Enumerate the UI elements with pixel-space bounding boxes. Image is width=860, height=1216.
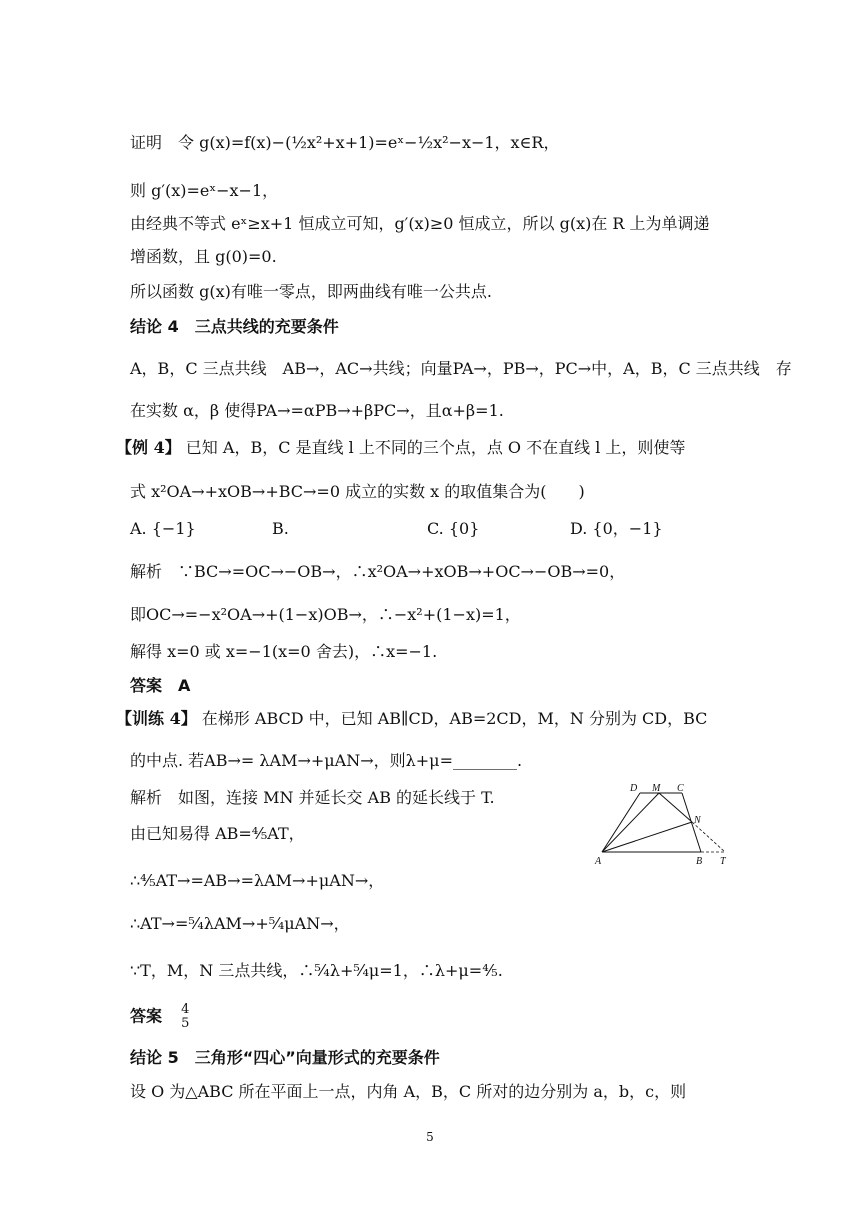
text-line: ∴⁴⁄₅AT→=AB→=λAM→+μAN→， bbox=[130, 871, 385, 890]
segment-an bbox=[602, 822, 692, 852]
example-4-line bbox=[116, 437, 685, 459]
label-d: D bbox=[630, 783, 638, 794]
text-line: 在实数 α，β 使得PA→=αPB→+βPC→，且α+β=1. bbox=[130, 401, 504, 420]
conclusion-4-heading: 结论 4 三点共线的充要条件 bbox=[130, 317, 339, 336]
text-line: 由已知易得 AB=⁴⁄₅AT， bbox=[130, 824, 305, 843]
solution-line: 解析 如图，连接 MN 并延长交 AB 的延长线于 T. bbox=[130, 788, 495, 807]
text-line: ∵T，M，N 三点共线，∴⁵⁄₄λ+⁵⁄₄μ=1，∴λ+μ=⁴⁄₅. bbox=[130, 961, 503, 980]
text-line: ∴AT→=⁵⁄₄λAM→+⁵⁄₄μAN→， bbox=[130, 914, 350, 933]
text-line: 所以函数 g(x)有唯一零点，即两曲线有唯一公共点. bbox=[130, 282, 492, 301]
example-4-text: 已知 A，B，C 是直线 l 上不同的三个点，点 O 不在直线 l 上，则使等 bbox=[180, 438, 686, 457]
proof-line: 证明 令 g(x)=f(x)−(½x²+x+1)=eˣ−½x²−x−1，x∈R， bbox=[130, 133, 560, 152]
text-line: 设 O 为△ABC 所在平面上一点，内角 A，B，C 所对的边分别为 a，b，c，则 bbox=[130, 1082, 687, 1101]
segment-ad bbox=[602, 793, 640, 852]
answer-2-fraction bbox=[181, 1003, 189, 1031]
label-b: B bbox=[696, 856, 703, 867]
label-a: A bbox=[595, 856, 602, 867]
text-line: 由经典不等式 eˣ≥x+1 恒成立可知，g′(x)≥0 恒成立，所以 g(x)在 R 上为单调递 bbox=[130, 214, 710, 233]
text-line: A，B，C 三点共线 AB→，AC→共线；向量PA→，PB→，PC→中，A，B，C 三点共线 存 bbox=[130, 359, 792, 378]
trapezoid-figure bbox=[592, 780, 742, 870]
text-line: 增函数，且 g(0)=0. bbox=[130, 247, 277, 266]
option-a: A. {−1} bbox=[130, 519, 196, 538]
fraction-numerator: 4 bbox=[181, 1002, 190, 1017]
conclusion-5-heading: 结论 5 三角形“四心”向量形式的充要条件 bbox=[130, 1048, 440, 1067]
training-4-text: 在梯形 ABCD 中，已知 AB∥CD，AB=2CD，M，N 分别为 CD，BC bbox=[196, 709, 708, 728]
label-n: N bbox=[694, 815, 701, 826]
page-number: 5 bbox=[426, 1130, 434, 1144]
text-line: 则 g′(x)=eˣ−x−1， bbox=[130, 181, 279, 200]
label-t: T bbox=[720, 856, 726, 867]
option-d: D. {0，−1} bbox=[570, 519, 663, 538]
example-4-label: 【例 4】 bbox=[116, 438, 181, 457]
text-line: 即OC→=−x²OA→+(1−x)OB→，∴−x²+(1−x)=1， bbox=[130, 605, 521, 624]
training-4-line bbox=[116, 708, 707, 730]
label-m: M bbox=[652, 783, 661, 794]
text-line: 式 x²OA→+xOB→+BC→=0 成立的实数 x 的取值集合为( ) bbox=[130, 482, 585, 501]
solution-line: 解析 ∵BC→=OC→−OB→，∴x²OA→+xOB→+OC→−OB→=0， bbox=[130, 562, 626, 581]
fraction-denominator: 5 bbox=[181, 1016, 190, 1031]
label-c: C bbox=[677, 783, 684, 794]
option-b: B. bbox=[272, 519, 289, 538]
text-line: 的中点. 若AB→= λAM→+μAN→，则λ+μ=________. bbox=[130, 751, 523, 770]
answer-2 bbox=[130, 1003, 189, 1031]
text-line: 解得 x=0 或 x=−1(x=0 舍去)，∴x=−1. bbox=[130, 642, 438, 661]
segment-am bbox=[602, 793, 659, 852]
answer-2-label: 答案 bbox=[130, 1006, 163, 1026]
extension-nt bbox=[692, 822, 725, 852]
answer-1: 答案 A bbox=[130, 676, 191, 695]
training-4-label: 【训练 4】 bbox=[116, 709, 197, 728]
option-c: C. {0} bbox=[427, 519, 480, 538]
